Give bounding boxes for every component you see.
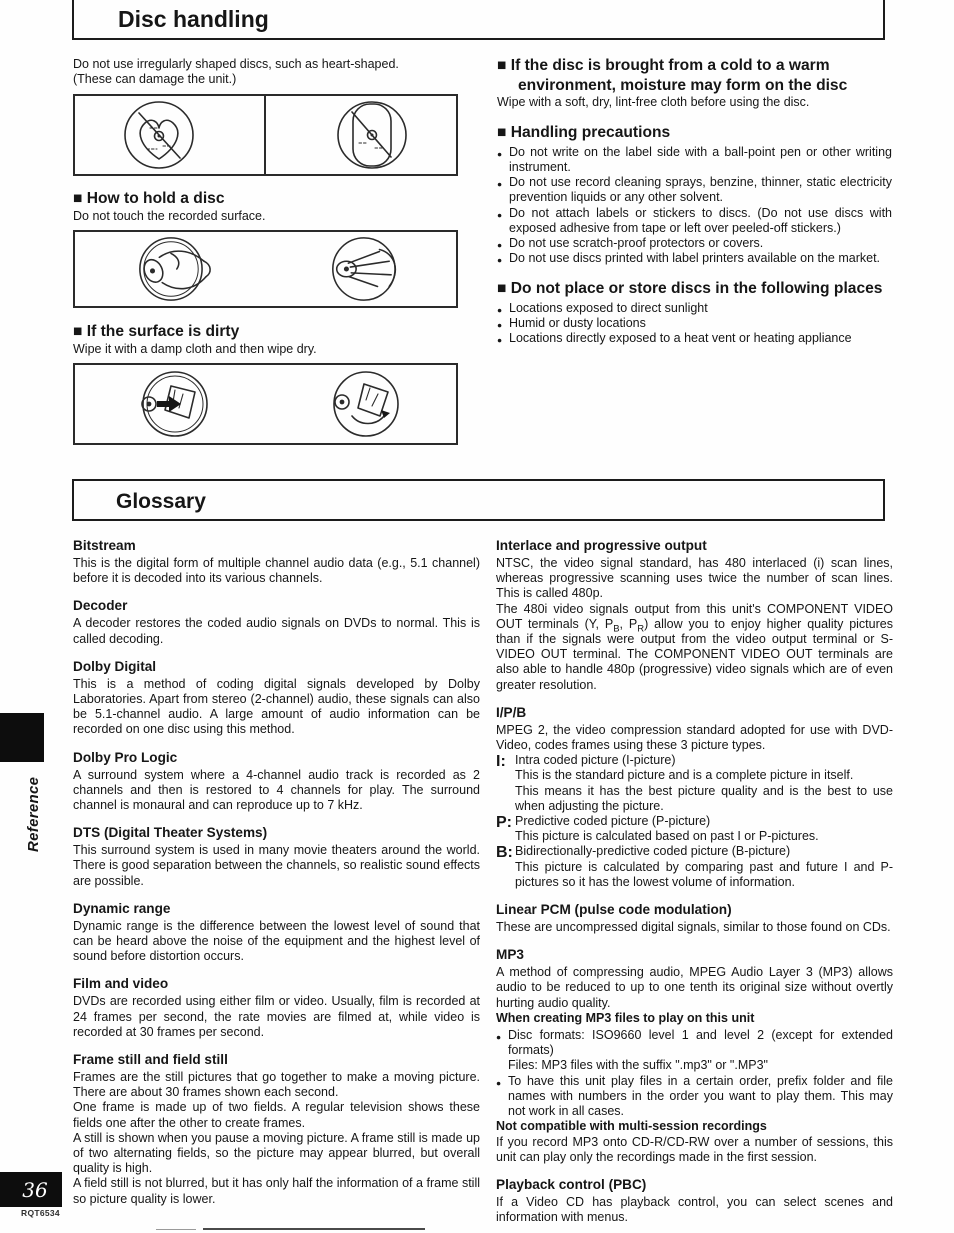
page-number: 36 <box>22 1177 48 1202</box>
list-item: ● Do not use record cleaning sprays, benzine, thinner, static electricity prevention liquids or any other solvent. <box>497 175 892 205</box>
glossary-term: Dynamic range <box>73 900 171 916</box>
left-column <box>73 50 480 445</box>
model-code: RQT6534 <box>21 1208 60 1218</box>
heading-surface-dirty: ■ If the surface is dirty <box>73 323 240 341</box>
glossary-entry <box>496 1177 893 1225</box>
ipb-label: I: <box>496 753 506 771</box>
oval-shaped-disc-figure <box>310 99 434 171</box>
ipb-title: Predictive coded picture (P-picture) <box>515 814 711 829</box>
bullet-text: Disc formats: ISO9660 level 1 and level 2 (except for extended formats) <box>508 1028 893 1058</box>
text-segment: ) allow you to enjoy higher quality pictures than if the signals were output from the video output terminal or S-VIDEO OUT terminal. The COMPONENT VIDEO OUT terminals are also able to handle 480p (progressive) video signals which are of even greater resolution. <box>496 616 893 692</box>
glossary-definition: One frame is made up of two fields. A regular television shows these fields one after the other to create frames. <box>73 1100 480 1130</box>
heading-handling-precautions: ■ Handling precautions <box>497 124 671 142</box>
glossary-term: Decoder <box>73 598 128 614</box>
page-title-glossary: Glossary <box>116 490 206 513</box>
list-item: ● Do not use discs printed with label printers available on the market. <box>497 251 892 266</box>
glossary-definition: NTSC, the video signal standard, has 480 interlaced (i) scan lines, whereas progressive scanning uses twice the number of scan lines. This is called 480p. <box>496 556 893 601</box>
bottom-edge-rule <box>203 1228 425 1230</box>
list-item: ● Locations exposed to direct sunlight <box>497 301 892 316</box>
right-column <box>497 50 892 346</box>
glossary-term: Frame still and field still <box>73 1052 228 1068</box>
mp3-subheading: Not compatible with multi-session recordings <box>496 1119 767 1134</box>
wipe-disc-circular-figure <box>296 368 426 440</box>
glossary-entry <box>496 902 893 935</box>
glossary-term: DTS (Digital Theater Systems) <box>73 825 268 841</box>
glossary-definition: A field still is not blurred, but it has only half the information of a frame still so picture quality is lower. <box>73 1176 480 1206</box>
glossary-entry <box>73 976 480 1040</box>
heading-storage-places: ■ Do not place or store discs in the following places <box>497 280 883 298</box>
bullet-subline: Files: MP3 files with the suffix ".mp3" or ".MP3" <box>508 1058 768 1073</box>
chapter-index-tab <box>0 713 44 762</box>
ipb-label: B: <box>496 844 513 862</box>
glossary-definition: Frames are the still pictures that go together to make a moving picture. There are about 30 frames shown each second. <box>73 1070 480 1100</box>
glossary-definition: Dynamic range is the difference between the lowest level of sound that can be heard above the noise of the equipment and the highest level of sound before distortion occurs. <box>73 918 480 964</box>
figure-box-holding-disc <box>73 230 458 308</box>
ipb-item <box>496 814 893 844</box>
text-segment: The 480i video signals output from this unit's COMPONENT VIDEO OUT terminals (Y, P <box>496 601 893 631</box>
subscript-r: R <box>637 623 645 635</box>
list-item: ● Do not attach labels or stickers to discs. (Do not use discs with exposed adhesive from tape or left over peeled-off stickers.) <box>497 206 892 236</box>
glossary-entry <box>73 1052 480 1207</box>
ipb-desc: This is the standard picture and is a complete picture in itself. <box>515 768 854 783</box>
glossary-right-column <box>496 534 893 1225</box>
glossary-definition: A surround system where a 4-channel audio track is recorded as 2 channels and then is restored to 4 channels for play. The surround channel is monaural and can reproduce up to 7 kHz. <box>73 767 480 813</box>
glossary-entry <box>73 825 480 889</box>
glossary-term: Bitstream <box>73 538 136 553</box>
glossary-definition: MPEG 2, the video compression standard adopted for use with DVD-Video, codes frames using these 3 picture types. <box>496 722 893 753</box>
glossary-entry <box>73 598 480 646</box>
subscript-b: B <box>613 623 620 635</box>
cold-warm-body: Wipe with a soft, dry, lint-free cloth before using the disc. <box>497 95 810 109</box>
glossary-entry <box>496 538 893 693</box>
glossary-term: MP3 <box>496 947 524 963</box>
glossary-definition: A method of compressing audio, MPEG Audio Layer 3 (MP3) allows audio to be reduced to up to one tenth its original size without overtly hurting audio quality. <box>496 965 893 1010</box>
glossary-definition: DVDs are recorded using either film or video. Usually, film is recorded at 24 frames per second, the rate movies are filmed at, while video is recorded at 30 frames per second. <box>73 994 480 1039</box>
heading-cold-warm: ■ If the disc is brought from a cold to a warm environment, moisture may form on the disc <box>497 57 848 94</box>
glossary-entry <box>496 705 893 890</box>
how-to-hold-body: Do not touch the recorded surface. <box>73 208 266 223</box>
page-number-block <box>0 1172 62 1207</box>
glossary-definition: This surround system is used in many movie theaters around the world. There is good separation between the channels, so realistic sound effects are possible. <box>73 843 480 888</box>
glossary-columns <box>73 534 893 1225</box>
figure-box-irregular-discs <box>73 94 458 176</box>
heart-shaped-disc-figure <box>97 99 221 171</box>
glossary-term: Dolby Pro Logic <box>73 749 178 765</box>
precautions-list <box>497 145 892 267</box>
ipb-item <box>496 753 893 814</box>
glossary-entry <box>73 901 480 965</box>
mp3-subheading: When creating MP3 files to play on this unit <box>496 1010 755 1025</box>
list-item: ● Do not use scratch-proof protectors or covers. <box>497 236 892 251</box>
text-segment: , P <box>619 616 638 631</box>
ipb-desc: This picture is calculated by comparing past and future I and P-pictures so it has the lowest volume of information. <box>515 859 893 889</box>
glossary-definition: If a Video CD has playback control, you can select scenes and information with menus. <box>496 1194 893 1225</box>
glossary-definition: These are uncompressed digital signals, similar to those found on CDs. <box>496 920 891 935</box>
figure-divider <box>264 96 266 174</box>
glossary-entry <box>73 750 480 814</box>
glossary-title-box <box>72 479 885 521</box>
heading-how-to-hold: ■ How to hold a disc <box>73 190 225 208</box>
glossary-definition: A still is shown when you pause a moving picture. A frame still is made up of two alternating fields, so the picture may appear blurred, but overall quality is high. <box>73 1130 480 1176</box>
intro-line: (These can damage the unit.) <box>73 72 237 87</box>
page-title-disc-handling: Disc handling <box>118 6 269 32</box>
ipb-desc: This picture is calculated based on past I or P-pictures. <box>515 829 819 844</box>
glossary-definition: This is a method of coding digital signals developed by Dolby Laboratories. Apart from stereo (2-channel) audio, these signals can also be 5.1-channel audio. A large amount of audio information can be recorded on one disc using this method. <box>73 676 480 737</box>
ipb-title: Bidirectionally-predictive coded picture (B-picture) <box>515 844 791 859</box>
list-item: ● Locations directly exposed to a heat vent or heating appliance <box>497 331 892 346</box>
list-item: ● Humid or dusty locations <box>497 316 892 331</box>
glossary-entry <box>496 947 893 1165</box>
glossary-left-column <box>73 534 480 1225</box>
figure-box-cleaning-disc <box>73 363 458 445</box>
ipb-desc: This means it has the best picture quality and is the best to use when adjusting the picture. <box>515 783 893 813</box>
list-item: ● To have this unit play files in a certain order, prefix folder and file names with numbers in the order you want to play them. This may not work in all cases. <box>496 1074 893 1120</box>
intro-line: Do not use irregularly shaped discs, such as heart-shaped. <box>73 57 399 71</box>
list-item <box>496 1028 893 1074</box>
bottom-edge-mark <box>156 1229 196 1230</box>
disc-handling-title-box <box>72 0 885 40</box>
surface-dirty-body: Wipe it with a damp cloth and then wipe dry. <box>73 341 317 356</box>
mp3-bullet-list <box>496 1028 893 1119</box>
glossary-entry <box>73 659 480 738</box>
ipb-title: Intra coded picture (I-picture) <box>515 753 676 768</box>
wipe-disc-outward-figure <box>105 368 235 440</box>
glossary-definition: A decoder restores the coded audio signals on DVDs to normal. This is called decoding. <box>73 616 480 646</box>
glossary-definition <box>496 602 893 693</box>
hold-disc-fingers-figure <box>296 234 426 304</box>
glossary-term: Dolby Digital <box>73 658 157 674</box>
hold-disc-by-edge-figure <box>105 234 235 304</box>
storage-list <box>497 301 892 347</box>
ipb-item <box>496 844 893 890</box>
glossary-term: Interlace and progressive output <box>496 538 707 553</box>
glossary-entry <box>73 538 480 586</box>
glossary-definition: If you record MP3 onto CD-R/CD-RW over a number of sessions, this unit can play only the recordings made in the first session. <box>496 1134 893 1164</box>
list-item: ● Do not write on the label side with a ball-point pen or other writing instrument. <box>497 145 892 175</box>
glossary-term: Film and video <box>73 976 169 992</box>
glossary-term: Linear PCM (pulse code modulation) <box>496 902 732 918</box>
glossary-term: Playback control (PBC) <box>496 1176 647 1192</box>
glossary-term: I/P/B <box>496 704 527 720</box>
glossary-definition: This is the digital form of multiple channel audio data (e.g., 5.1 channel) before it is decoded into its various channels. <box>73 556 480 586</box>
reference-section-label: Reference <box>25 776 42 852</box>
ipb-label: P: <box>496 814 512 832</box>
